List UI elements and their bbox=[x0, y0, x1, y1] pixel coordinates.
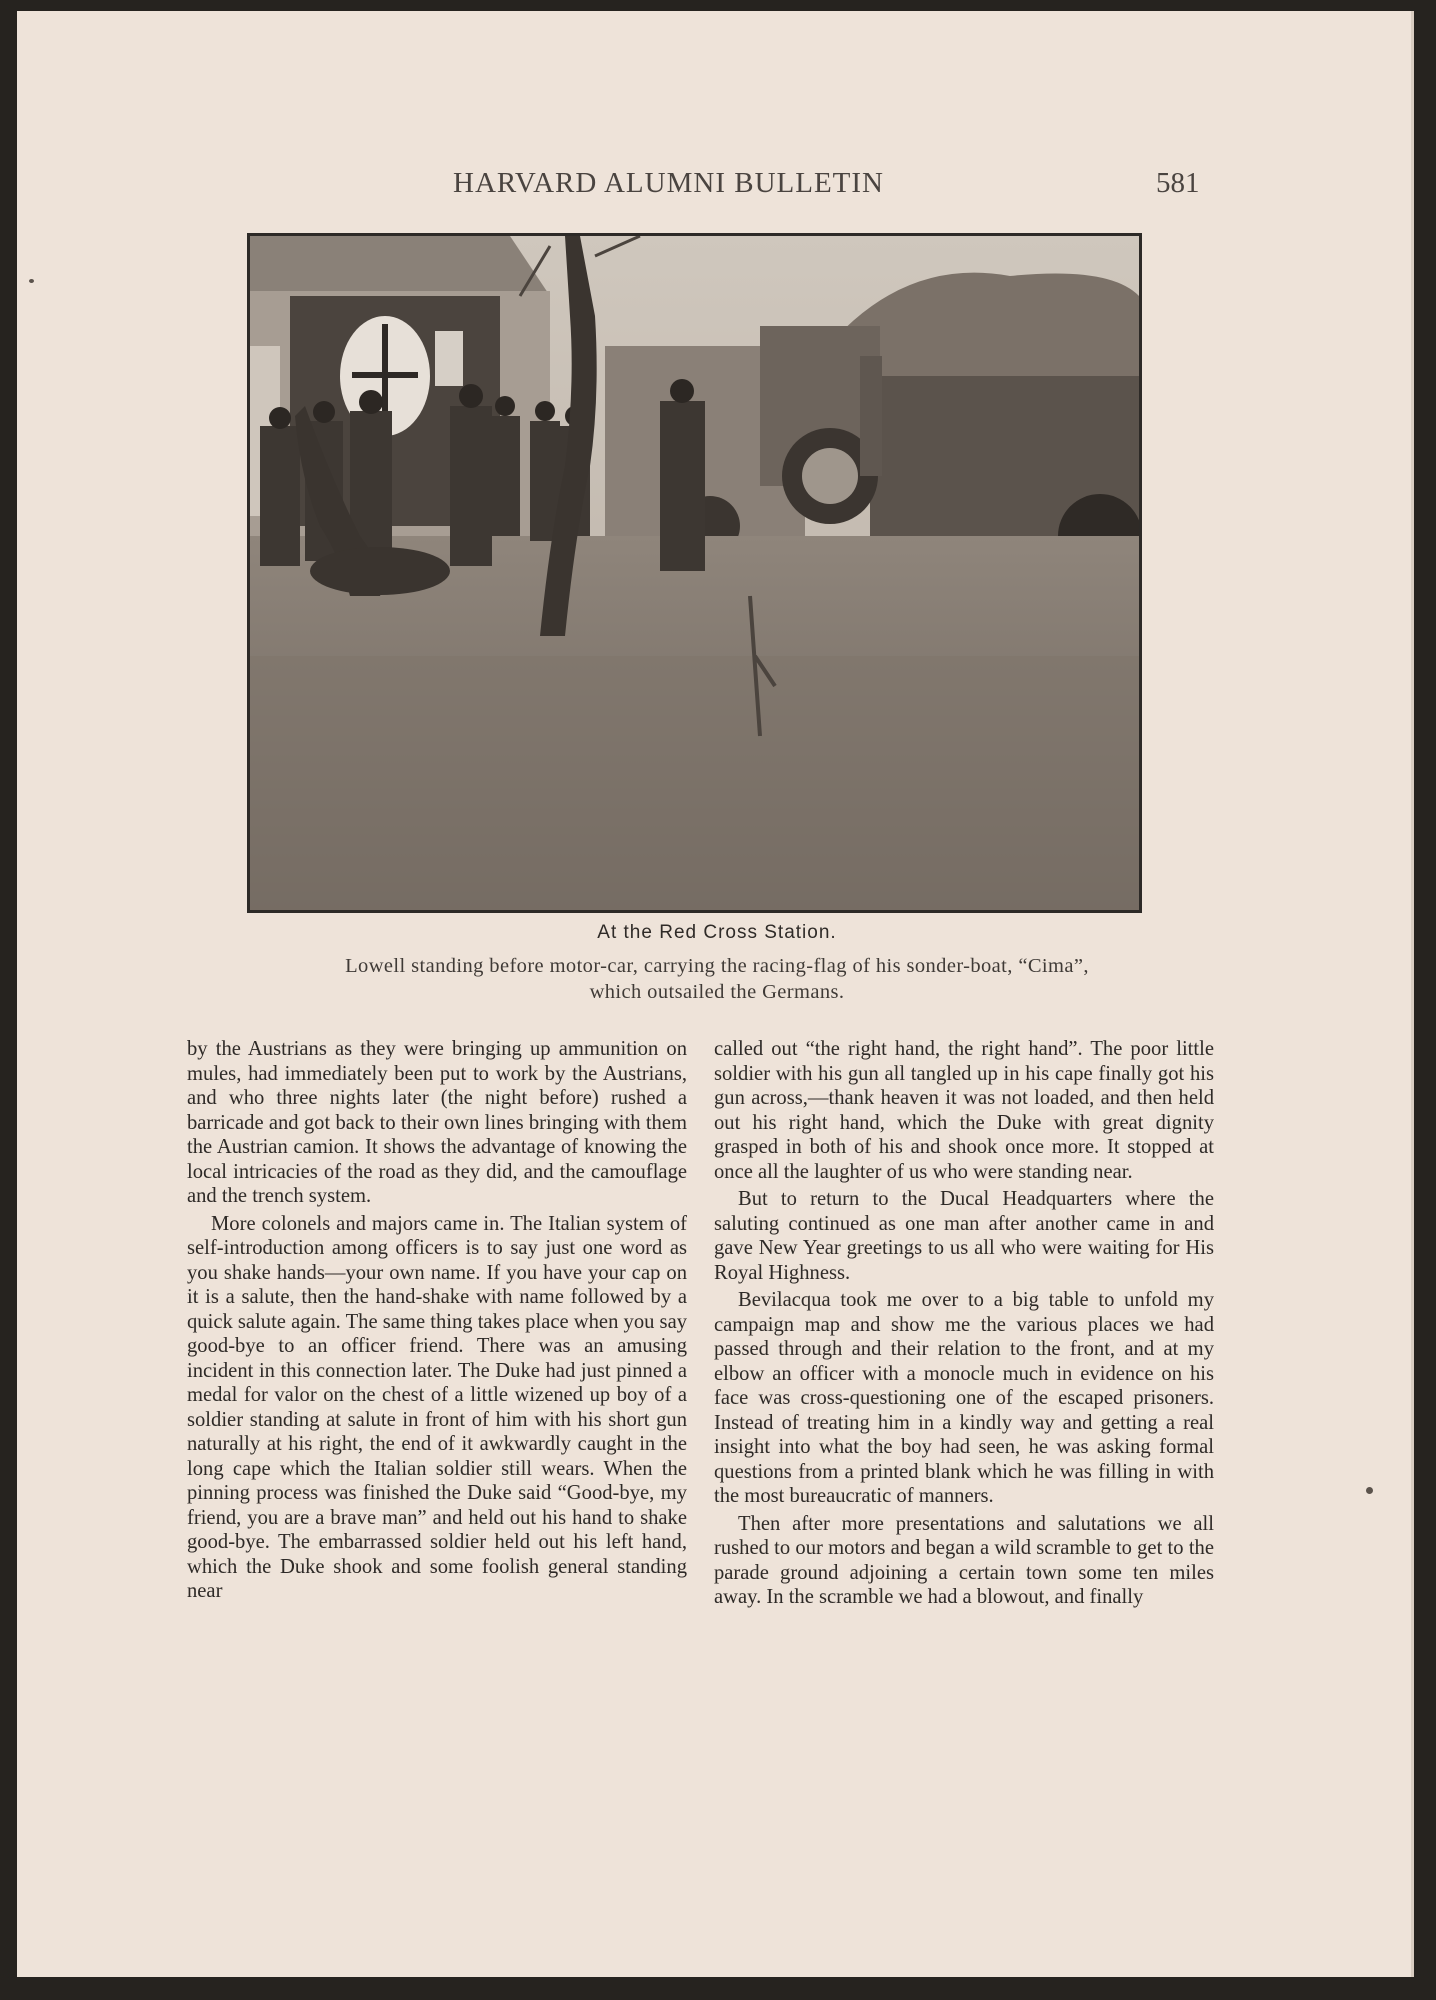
photo-illustration bbox=[250, 236, 1139, 910]
page bbox=[17, 11, 1414, 1977]
paragraph: by the Austrians as they were bringing up ammunition on mules, had immediately been put to work by the Austrians, and who three nights later (the night before) rushed a barricade and got back to their own lines bringing with them the Austrian camion. It shows the advantage of knowing the local intricacies of the road as they did, and the camouflage and the trench system. bbox=[187, 1038, 687, 1207]
figure-caption-line: which outsailed the Germans. bbox=[589, 981, 845, 1003]
text-column-right bbox=[714, 1037, 1214, 1610]
page-number: 581 bbox=[1156, 167, 1200, 199]
paragraph: called out “the right hand, the right hand”. The poor little soldier with his gun all tangled up in his cape finally got his gun across,—thank heaven it was not loaded, and then held out his right hand, which the Duke with great dignity grasped in both of his and shook once more. It stopped at once all the laughter of us who were standing near. bbox=[714, 1038, 1214, 1183]
text-column-left bbox=[187, 1037, 687, 1604]
running-title: HARVARD ALUMNI BULLETIN bbox=[453, 167, 884, 199]
paragraph: But to return to the Ducal Headquarters where the saluting continued as one man after another came in and gave New Year greetings to us all who were waiting for His Royal Highness. bbox=[714, 1188, 1214, 1284]
margin-mark bbox=[29, 279, 34, 283]
margin-mark bbox=[1366, 1487, 1373, 1494]
figure-caption-line: Lowell standing before motor-car, carrying the racing-flag of his sonder-boat, “Cima”, bbox=[345, 955, 1089, 977]
page-header bbox=[17, 167, 1411, 207]
figure-caption-title: At the Red Cross Station. bbox=[597, 922, 837, 943]
paragraph: Bevilacqua took me over to a big table to unfold my campaign map and show me the various places we had passed through and their relation to the front, and at my elbow an officer with a monocle much in evidence on his face was cross-questioning one of the escaped prisoners. Instead of treating him in a kindly way and getting a real insight into what the boy had seen, he was asking formal questions from a printed blank which he was filling in with the most bureaucratic of manners. bbox=[714, 1289, 1214, 1507]
paragraph: Then after more presentations and salutations we all rushed to our motors and began a wild scramble to get to the parade ground adjoining a certain town some ten miles away. In the scramble we had a blowout, and finally bbox=[714, 1512, 1214, 1608]
halftone-photograph bbox=[247, 233, 1142, 913]
paragraph: More colonels and majors came in. The Italian system of self-introduction among officers is to say just one word as you shake hands—your own name. If you have your cap on it is a salute, then the hand-shake with name followed by a quick salute again. The same thing takes place when you say good-bye to an officer friend. There was an amusing incident in this connection later. The Duke had just pinned a medal for valor on the chest of a little wizened up boy of a soldier standing at salute in front of him with his short gun naturally at his right, the end of it awkwardly caught in the long cape which the Italian soldier still wears. When the pinning process was finished the Duke said “Good-bye, my friend, you are a brave man” and held out his hand to shake good-bye. The embarrassed soldier held out his left hand, which the Duke shook and some foolish general standing near bbox=[187, 1212, 688, 1602]
